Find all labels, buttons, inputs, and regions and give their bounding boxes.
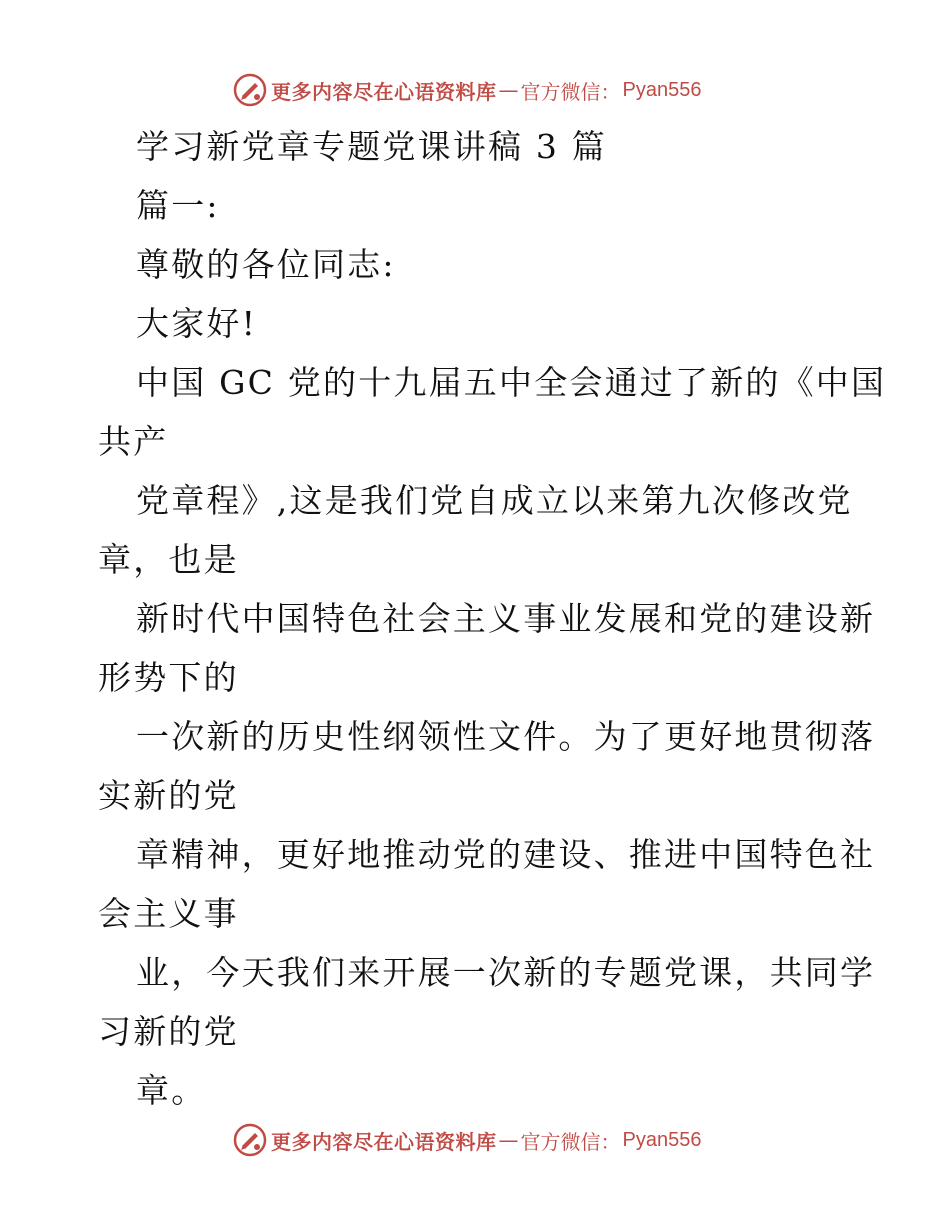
paragraph-line: 一次新的历史性纲领性文件。为了更好地贯彻落 [136,717,876,756]
pen-logo-icon [233,1123,267,1157]
wechat-id: Pyan556 [622,1128,702,1151]
wechat-id: Pyan556 [622,78,702,101]
paragraph-line: 中国 GC 党的十九届五中全会通过了新的《中国 [136,363,887,402]
section-heading: 篇一: [136,186,220,225]
paragraph-line: 实新的党 [98,776,239,815]
paragraph-line: 新时代中国特色社会主义事业发展和党的建设新 [136,599,876,638]
contact-label: 官方微信： [520,79,621,104]
salutation: 尊敬的各位同志: [136,245,396,284]
paragraph-line: 章，也是 [98,540,239,579]
pen-logo-icon [233,73,267,107]
paragraph-line: 形势下的 [98,658,239,697]
paragraph-line: 习新的党 [98,1012,239,1051]
site-name: 更多内容尽在心语资料库 [271,1129,497,1154]
separator-dash: — [498,1128,519,1152]
paragraph-line: 会主义事 [98,894,239,933]
document-title: 学习新党章专题党课讲稿 3 篇 [136,127,607,166]
footer-watermark [233,1122,701,1158]
site-name: 更多内容尽在心语资料库 [271,79,497,104]
paragraph-line: 党章程》,这是我们党自成立以来第九次修改党 [136,481,853,520]
greeting: 大家好! [136,304,258,343]
paragraph-line: 业，今天我们来开展一次新的专题党课，共同学 [136,953,876,992]
separator-dash: — [498,78,519,102]
paragraph-line: 章。 [136,1071,207,1110]
header-watermark [233,72,701,108]
paragraph-line: 章精神，更好地推动党的建设、推进中国特色社 [136,835,876,874]
paragraph-line: 共产 [98,422,169,461]
contact-label: 官方微信： [520,1129,621,1154]
